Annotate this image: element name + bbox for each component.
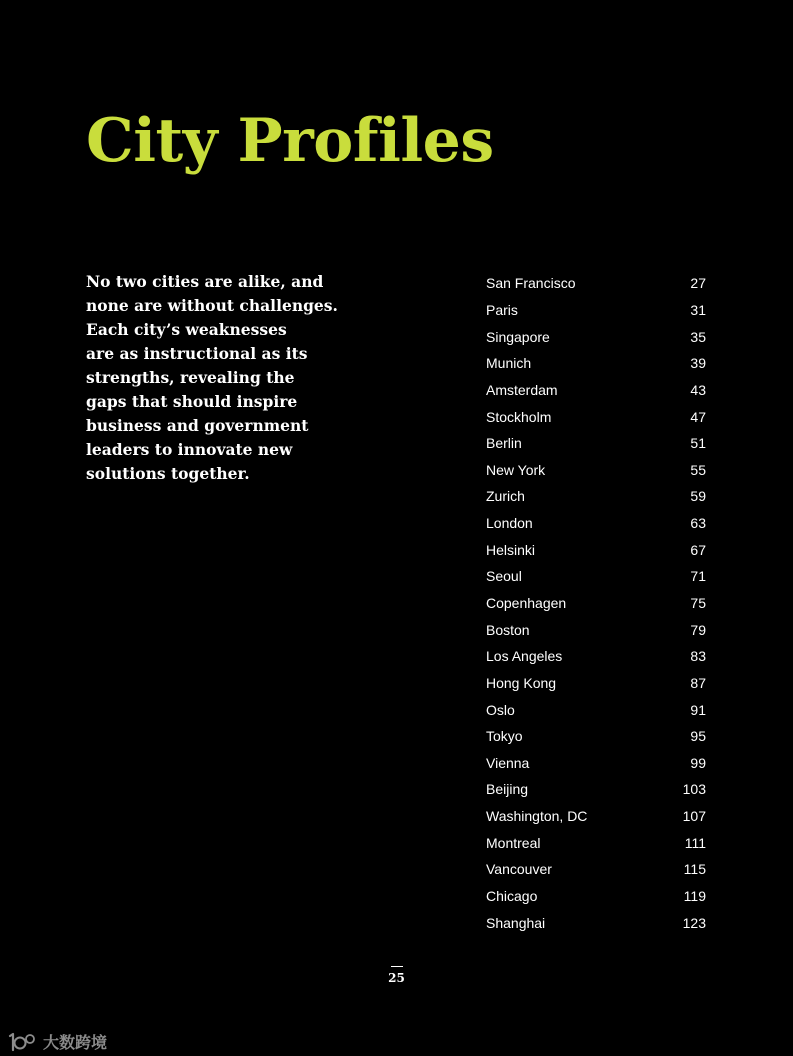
toc-entry[interactable] [486,909,706,936]
toc-city: Beijing [486,781,529,798]
toc-entry[interactable] [486,323,706,350]
toc-city: Helsinki [486,541,536,558]
page-title: City Profiles [86,106,494,176]
toc-page-number: 47 [690,408,706,425]
intro-paragraph [86,270,338,486]
toc-page-number: 55 [690,461,706,478]
toc-city: Munich [486,355,532,372]
intro-line: No two cities are alike, and [86,272,324,291]
toc-page-number: 119 [683,888,706,905]
toc-city: Tokyo [486,728,523,745]
toc-entry[interactable] [486,563,706,590]
intro-line: business and government [86,416,309,435]
toc-city: Zurich [486,488,525,505]
page-number-rule [391,966,403,967]
toc-page-number: 35 [690,328,706,345]
watermark [8,1030,107,1053]
toc-entry[interactable] [486,803,706,830]
intro-line: leaders to innovate new [86,440,293,459]
toc-page-number: 103 [682,781,706,798]
toc-entry[interactable] [486,696,706,723]
toc-entry[interactable] [486,776,706,803]
toc-city: Stockholm [486,408,552,425]
toc-entry[interactable] [486,750,706,777]
toc-city: Vancouver [486,861,552,878]
toc-city: New York [486,461,546,478]
toc-entry[interactable] [486,670,706,697]
intro-line: solutions together. [86,464,250,483]
toc-city: Washington, DC [486,808,588,825]
toc-page-number: 43 [690,381,706,398]
toc-entry[interactable] [486,377,706,404]
toc-entry[interactable] [486,616,706,643]
toc-city: Boston [486,621,530,638]
toc-entry[interactable] [486,883,706,910]
toc-page-number: 27 [690,275,706,292]
page-number: 25 [388,971,405,985]
toc-entry[interactable] [486,829,706,856]
toc-entry[interactable] [486,483,706,510]
intro-line: strengths, revealing the [86,368,295,387]
toc-page-number: 95 [690,728,706,745]
toc-entry[interactable] [486,403,706,430]
toc-page-number: 63 [690,515,706,532]
toc-city: Paris [486,301,518,318]
toc-page-number: 59 [690,488,706,505]
toc-page-number: 31 [690,301,706,318]
toc-city: London [486,515,533,532]
toc-entry[interactable] [486,590,706,617]
toc-entry[interactable] [486,430,706,457]
toc-city: Vienna [486,754,530,771]
toc-city: Los Angeles [486,648,563,665]
toc-entry[interactable] [486,350,706,377]
toc-page-number: 87 [690,674,706,691]
intro-line: gaps that should inspire [86,392,298,411]
toc-page-number: 91 [690,701,706,718]
watermark-text: 大数跨境 [43,1033,108,1052]
toc-city: Berlin [486,435,522,452]
toc-entry[interactable] [486,536,706,563]
toc-page-number: 79 [690,621,706,638]
toc-city: Montreal [486,834,541,851]
toc-page-number: 71 [690,568,706,585]
toc-page-number: 75 [690,595,706,611]
toc-entry[interactable] [486,297,706,324]
toc-city: Copenhagen [486,595,567,611]
intro-line: none are without challenges. [86,296,338,315]
toc-entry[interactable] [486,456,706,483]
toc-city: Shanghai [486,914,546,931]
toc-city: Hong Kong [486,674,557,691]
toc-city: Amsterdam [486,381,558,398]
toc-city: San Francisco [486,275,576,292]
intro-line: Each city’s weaknesses [86,320,287,339]
toc-page-number: 115 [683,861,706,878]
table-of-contents [486,270,706,936]
toc-page-number: 123 [682,914,706,931]
toc-page-number: 67 [690,541,706,558]
toc-page-number: 39 [690,355,706,372]
toc-entry[interactable] [486,723,706,750]
page-footer [0,966,793,985]
toc-entry[interactable] [486,856,706,883]
toc-city: Singapore [486,328,550,345]
toc-city: Chicago [486,888,538,905]
100-logo-icon [8,1032,38,1052]
toc-page-number: 111 [684,834,706,851]
toc-page-number: 107 [682,808,706,825]
toc-page-number: 99 [690,754,706,771]
toc-entry[interactable] [486,643,706,670]
intro-line: are as instructional as its [86,344,308,363]
toc-city: Seoul [486,568,522,585]
toc-entry[interactable] [486,270,706,297]
toc-city: Oslo [486,701,515,718]
toc-entry[interactable] [486,510,706,537]
toc-page-number: 51 [690,435,706,452]
toc-page-number: 83 [690,648,706,665]
